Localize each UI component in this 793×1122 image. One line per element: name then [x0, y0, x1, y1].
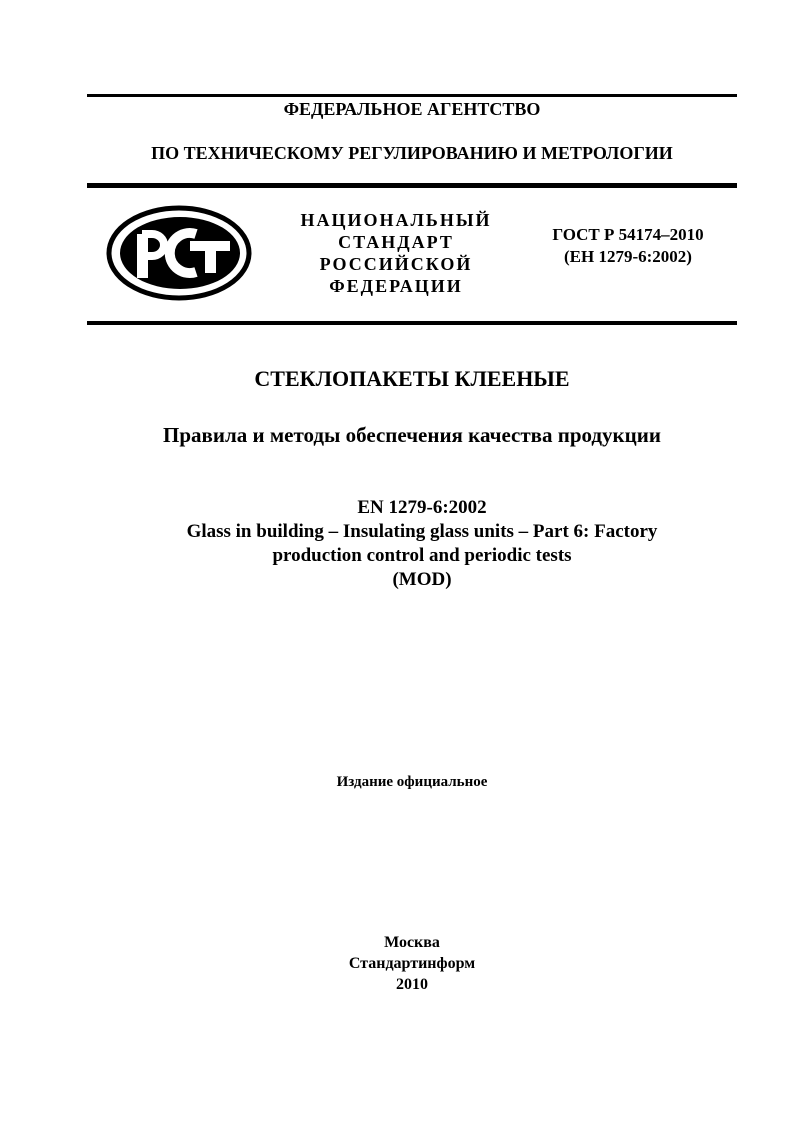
- gost-number: ГОСТ Р 54174–2010: [552, 225, 704, 244]
- imprint-city: Москва: [384, 934, 440, 951]
- imprint-block: [87, 932, 737, 995]
- header-rule: [87, 183, 737, 188]
- edition-label: Издание официальное: [336, 774, 488, 790]
- imprint-publisher: Стандартинформ: [348, 955, 476, 972]
- en-standard-block: [120, 496, 724, 592]
- national-standard-line-4: ФЕДЕРАЦИИ: [329, 276, 463, 296]
- agency-line-2: ПО ТЕХНИЧЕСКОМУ РЕГУЛИРОВАНИЮ И МЕТРОЛОГИИ: [151, 143, 673, 163]
- en-standard-title-line-2: production control and periodic tests: [272, 545, 572, 566]
- en-standard-title-line-1: Glass in building – Insulating glass units – Part 6: Factory: [186, 521, 658, 542]
- en-reference: (ЕН 1279-6:2002): [564, 247, 692, 266]
- national-standard-line-2: СТАНДАРТ: [338, 232, 454, 252]
- document-title: СТЕКЛОПАКЕТЫ КЛЕЕНЫЕ: [254, 366, 570, 391]
- en-standard-mod: (MOD): [392, 569, 452, 590]
- section-rule: [87, 321, 737, 325]
- national-standard-line-3: РОССИЙСКОЙ: [319, 254, 473, 274]
- top-rule: [87, 94, 737, 97]
- national-standard-label: [290, 209, 502, 297]
- document-subtitle: Правила и методы обеспечения качества продукции: [163, 423, 661, 447]
- en-standard-code: EN 1279-6:2002: [357, 497, 487, 518]
- national-standard-line-1: НАЦИОНАЛЬНЫЙ: [300, 210, 492, 230]
- agency-line-1: ФЕДЕРАЛЬНОЕ АГЕНТСТВО: [283, 99, 541, 119]
- rst-logo-icon: [106, 205, 252, 301]
- designation-block: [528, 224, 728, 268]
- imprint-year: 2010: [396, 976, 428, 993]
